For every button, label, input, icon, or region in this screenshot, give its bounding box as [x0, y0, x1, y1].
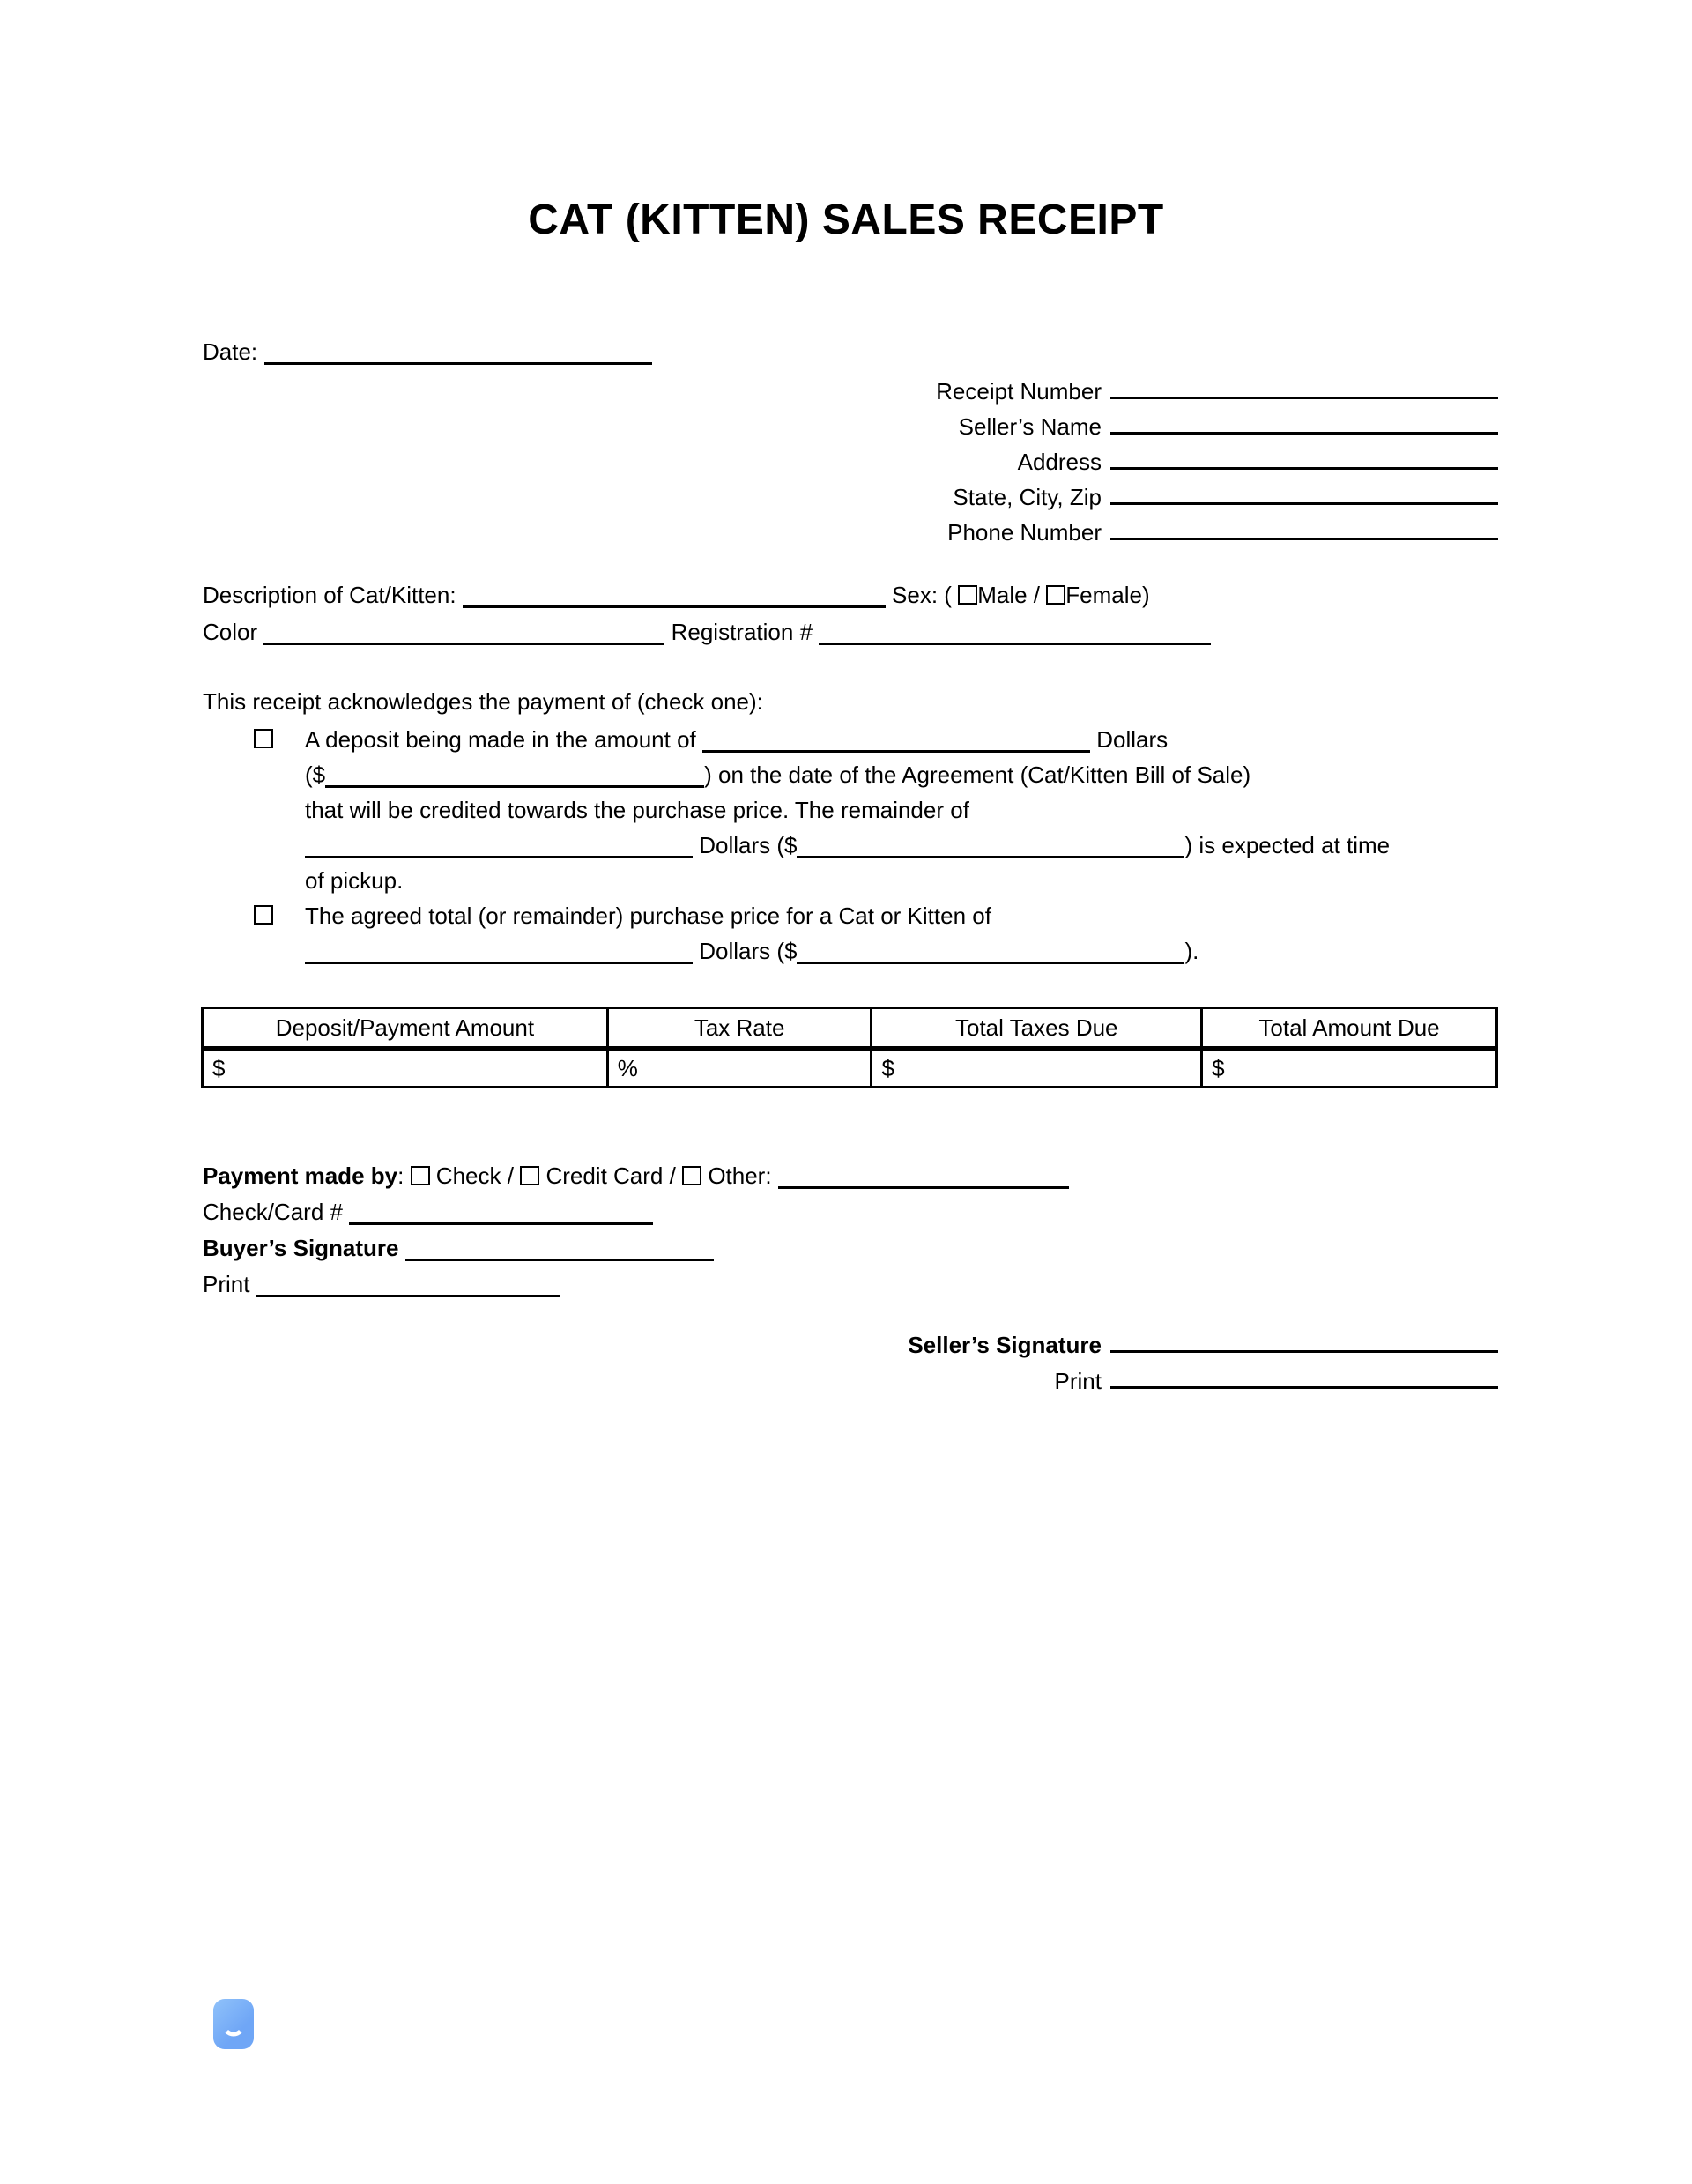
- seller-name-label: Seller’s Name: [958, 413, 1102, 440]
- seller-signature-line[interactable]: [1110, 1350, 1498, 1353]
- buyer-print-line[interactable]: [256, 1295, 560, 1297]
- total-taxes-due-header: Total Taxes Due: [872, 1008, 1202, 1049]
- other-checkbox[interactable]: [682, 1166, 701, 1185]
- page-title: CAT (KITTEN) SALES RECEIPT: [528, 197, 1164, 243]
- description-block: [203, 576, 1542, 650]
- state-city-zip-row: [936, 479, 1498, 515]
- total-line2-suffix: ).: [1184, 938, 1199, 964]
- registration-label: Registration #: [671, 619, 813, 645]
- seller-info-block: [936, 374, 1498, 550]
- tax-rate-cell[interactable]: %: [607, 1049, 872, 1088]
- date-label: Date:: [203, 338, 258, 365]
- remainder-words-line[interactable]: [305, 856, 693, 858]
- deposit-line1-text: A deposit being made in the amount of: [305, 726, 696, 753]
- male-checkbox[interactable]: [958, 585, 977, 605]
- receipt-number-row: [936, 374, 1498, 409]
- seller-print-row: [908, 1363, 1498, 1400]
- buyer-print-row: [203, 1267, 1542, 1303]
- state-city-zip-label: State, City, Zip: [953, 484, 1102, 510]
- payment-slash-2: /: [669, 1163, 676, 1189]
- buyer-signature-label: Buyer’s Signature: [203, 1235, 399, 1261]
- check-card-row: [203, 1194, 1542, 1230]
- payment-block: [203, 1158, 1542, 1303]
- deposit-option-checkbox[interactable]: [254, 729, 273, 748]
- total-price-option: [203, 898, 1542, 969]
- other-label: Other:: [708, 1163, 772, 1189]
- receipt-number-label: Receipt Number: [936, 378, 1102, 405]
- date-row: [203, 338, 652, 366]
- smile-logo-icon: [213, 1999, 254, 2049]
- acknowledgment-block: [203, 684, 1542, 969]
- deposit-payment-amount-cell[interactable]: $: [203, 1049, 608, 1088]
- total-amount-due-header: Total Amount Due: [1202, 1008, 1497, 1049]
- seller-signature-label: Seller’s Signature: [908, 1332, 1102, 1358]
- seller-name-row: [936, 409, 1498, 444]
- total-amount-due-cell[interactable]: $: [1202, 1049, 1497, 1088]
- seller-signature-row: [908, 1327, 1498, 1363]
- deposit-line4-suffix: ) is expected at time: [1184, 832, 1391, 858]
- address-row: [936, 444, 1498, 479]
- deposit-line1-suffix: Dollars: [1096, 726, 1169, 753]
- color-input-line[interactable]: [263, 643, 664, 645]
- fee-table-header-row: [203, 1008, 1497, 1049]
- registration-input-line[interactable]: [819, 643, 1211, 645]
- deposit-option: [203, 722, 1542, 898]
- seller-signature-block: [908, 1327, 1498, 1400]
- acknowledgment-intro: This receipt acknowledges the payment of (check one):: [203, 688, 763, 715]
- deposit-line3-text: that will be credited towards the purchase price. The remainder of: [305, 797, 969, 823]
- payment-slash-1: /: [507, 1163, 514, 1189]
- total-price-option-checkbox[interactable]: [254, 905, 273, 925]
- payment-colon: :: [397, 1163, 404, 1189]
- check-checkbox[interactable]: [411, 1166, 430, 1185]
- date-input-line[interactable]: [264, 362, 652, 365]
- total-words-line[interactable]: [305, 962, 693, 964]
- deposit-payment-amount-header: Deposit/Payment Amount: [203, 1008, 608, 1049]
- fee-table: [201, 1007, 1498, 1088]
- deposit-option-text: [305, 722, 1390, 898]
- male-label: Male: [977, 582, 1028, 608]
- buyer-signature-row: [203, 1230, 1542, 1267]
- sex-slash: /: [1033, 582, 1041, 608]
- payment-made-by-row: [203, 1158, 1542, 1194]
- female-label: Female): [1065, 582, 1150, 608]
- color-registration-row: [203, 613, 1542, 650]
- seller-print-label: Print: [1054, 1368, 1102, 1394]
- seller-name-input-line[interactable]: [1110, 432, 1498, 435]
- deposit-line2-suffix: ) on the date of the Agreement (Cat/Kitten Bill of Sale): [704, 761, 1251, 788]
- phone-number-label: Phone Number: [947, 519, 1102, 546]
- buyer-print-label: Print: [203, 1271, 250, 1297]
- deposit-line4-mid: Dollars ($: [699, 832, 798, 858]
- phone-number-row: [936, 515, 1498, 550]
- credit-card-checkbox[interactable]: [520, 1166, 539, 1185]
- tax-rate-header: Tax Rate: [607, 1008, 872, 1049]
- total-taxes-due-cell[interactable]: $: [872, 1049, 1202, 1088]
- color-label: Color: [203, 619, 258, 645]
- fee-table-value-row: [203, 1049, 1497, 1088]
- deposit-amount-words-line[interactable]: [702, 750, 1090, 753]
- description-row: [203, 576, 1542, 613]
- deposit-amount-number-line[interactable]: [325, 785, 704, 788]
- check-label: Check: [435, 1163, 501, 1189]
- state-city-zip-input-line[interactable]: [1110, 502, 1498, 505]
- total-line2-mid: Dollars ($: [699, 938, 798, 964]
- phone-number-input-line[interactable]: [1110, 538, 1498, 540]
- payment-made-by-label: Payment made by: [203, 1163, 398, 1189]
- female-checkbox[interactable]: [1046, 585, 1065, 605]
- deposit-line5-text: of pickup.: [305, 867, 404, 894]
- total-number-line[interactable]: [797, 962, 1184, 964]
- seller-print-line[interactable]: [1110, 1386, 1498, 1389]
- receipt-number-input-line[interactable]: [1110, 397, 1498, 399]
- smile-arc: [222, 2012, 246, 2036]
- check-card-input-line[interactable]: [349, 1222, 653, 1225]
- total-price-option-text: [305, 898, 1198, 969]
- address-label: Address: [1017, 449, 1102, 475]
- description-input-line[interactable]: [463, 605, 886, 608]
- address-input-line[interactable]: [1110, 467, 1498, 470]
- total-line1-text: The agreed total (or remainder) purchase price for a Cat or Kitten of: [305, 903, 991, 929]
- buyer-signature-line[interactable]: [405, 1259, 714, 1261]
- other-input-line[interactable]: [778, 1186, 1069, 1189]
- check-card-label: Check/Card #: [203, 1199, 343, 1225]
- sex-label: Sex: (: [892, 582, 952, 608]
- credit-card-label: Credit Card: [545, 1163, 664, 1189]
- description-label: Description of Cat/Kitten:: [203, 582, 456, 608]
- deposit-line2-prefix: ($: [305, 761, 326, 788]
- remainder-number-line[interactable]: [797, 856, 1184, 858]
